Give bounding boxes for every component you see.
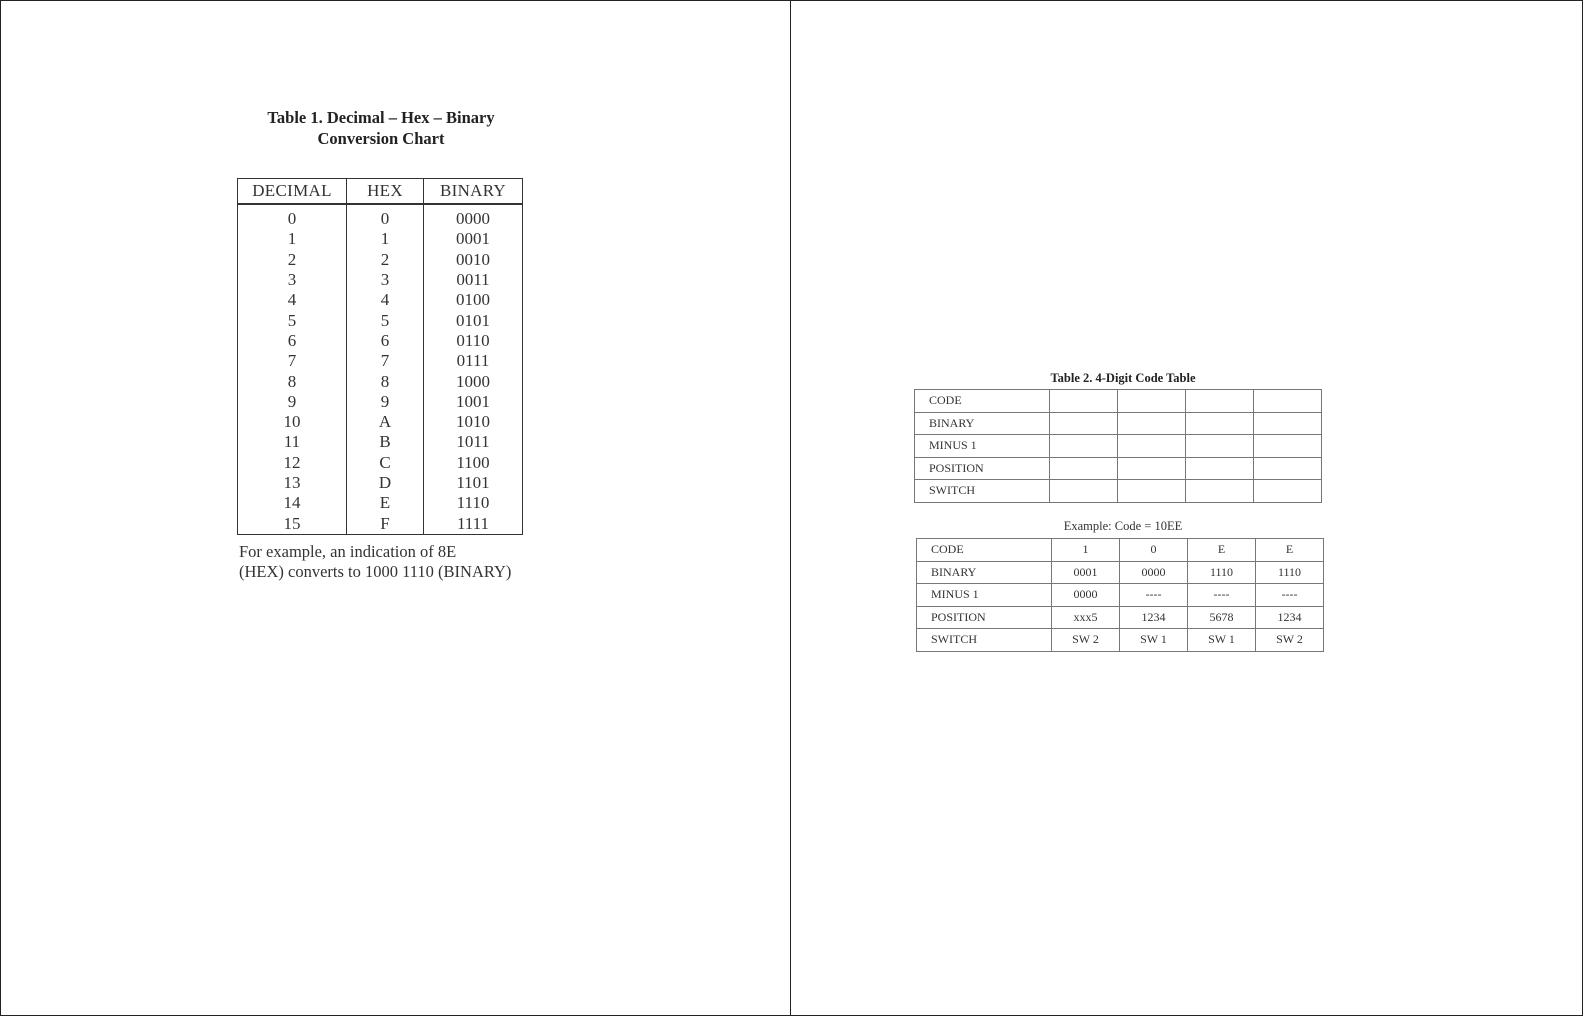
decimal-cell: 4 — [238, 290, 347, 310]
row-label: BINARY — [917, 561, 1052, 584]
left-page — [0, 0, 791, 1016]
hex-cell: 8 — [347, 371, 424, 391]
hex-cell: 4 — [347, 290, 424, 310]
decimal-cell: 5 — [238, 310, 347, 330]
row-label: POSITION — [915, 457, 1050, 480]
hex-cell: 5 — [347, 310, 424, 330]
table-row — [238, 513, 523, 534]
hex-cell: 9 — [347, 392, 424, 412]
hex-cell: D — [347, 473, 424, 493]
hex-cell: B — [347, 432, 424, 452]
hex-cell: F — [347, 513, 424, 534]
value-cell: ---- — [1256, 584, 1324, 607]
value-cell: SW 1 — [1188, 629, 1256, 652]
hex-cell: 6 — [347, 331, 424, 351]
table-row — [915, 390, 1322, 413]
value-cell: SW 2 — [1052, 629, 1120, 652]
blank-cell — [1118, 480, 1186, 503]
table1-title — [235, 107, 527, 149]
table-row — [238, 412, 523, 432]
blank-cell — [1254, 412, 1322, 435]
decimal-cell: 3 — [238, 270, 347, 290]
conversion-table-body — [238, 204, 523, 534]
value-cell: 1110 — [1256, 561, 1324, 584]
row-label: CODE — [917, 539, 1052, 562]
table-header-row — [238, 179, 523, 205]
blank-cell — [1254, 435, 1322, 458]
decimal-cell: 6 — [238, 331, 347, 351]
value-cell: E — [1256, 539, 1324, 562]
table-row — [238, 331, 523, 351]
value-cell: 1 — [1052, 539, 1120, 562]
value-cell: ---- — [1188, 584, 1256, 607]
example-caption: Example: Code = 10EE — [1063, 519, 1183, 533]
blank-cell — [1186, 435, 1254, 458]
value-cell: 1234 — [1256, 606, 1324, 629]
table-row — [238, 473, 523, 493]
value-cell: SW 2 — [1256, 629, 1324, 652]
binary-cell: 1110 — [424, 493, 523, 513]
value-cell: 1110 — [1188, 561, 1256, 584]
table1-example-note — [239, 542, 559, 582]
value-cell: 0 — [1120, 539, 1188, 562]
value-cell: 0001 — [1052, 561, 1120, 584]
binary-cell: 1101 — [424, 473, 523, 493]
table-row — [917, 584, 1324, 607]
table-row — [917, 561, 1324, 584]
hex-cell: 2 — [347, 250, 424, 270]
table-row — [238, 229, 523, 249]
binary-cell: 0101 — [424, 310, 523, 330]
binary-cell: 1011 — [424, 432, 523, 452]
blank-cell — [1050, 435, 1118, 458]
row-label: MINUS 1 — [917, 584, 1052, 607]
table-row — [917, 629, 1324, 652]
value-cell: 1234 — [1120, 606, 1188, 629]
table-row — [238, 432, 523, 452]
value-cell: 0000 — [1120, 561, 1188, 584]
value-cell: 5678 — [1188, 606, 1256, 629]
note-line1: For example, an indication of 8E — [239, 542, 457, 561]
value-cell: xxx5 — [1052, 606, 1120, 629]
row-label: SWITCH — [915, 480, 1050, 503]
binary-cell: 1001 — [424, 392, 523, 412]
blank-cell — [1118, 412, 1186, 435]
table-row — [238, 204, 523, 229]
binary-cell: 1111 — [424, 513, 523, 534]
value-cell: SW 1 — [1120, 629, 1188, 652]
binary-cell: 0111 — [424, 351, 523, 371]
decimal-cell: 8 — [238, 371, 347, 391]
table1-title-line1: Table 1. Decimal – Hex – Binary — [267, 108, 495, 127]
blank-cell — [1050, 412, 1118, 435]
table-row — [915, 435, 1322, 458]
right-page — [790, 0, 1583, 1016]
header-decimal: DECIMAL — [238, 179, 347, 205]
table2-title: Table 2. 4-Digit Code Table — [1050, 371, 1196, 385]
table-row — [238, 493, 523, 513]
decimal-cell: 14 — [238, 493, 347, 513]
blank-cell — [1254, 390, 1322, 413]
blank-cell — [1118, 457, 1186, 480]
binary-cell: 0000 — [424, 204, 523, 229]
hex-cell: A — [347, 412, 424, 432]
table1-title-line2: Conversion Chart — [317, 129, 445, 148]
value-cell: ---- — [1120, 584, 1188, 607]
hex-cell: C — [347, 453, 424, 473]
table-row — [917, 539, 1324, 562]
blank-cell — [1118, 435, 1186, 458]
blank-cell — [1050, 390, 1118, 413]
hex-cell: 0 — [347, 204, 424, 229]
table-row — [915, 412, 1322, 435]
binary-cell: 0100 — [424, 290, 523, 310]
table-row — [238, 270, 523, 290]
decimal-cell: 11 — [238, 432, 347, 452]
decimal-cell: 1 — [238, 229, 347, 249]
table-row — [238, 310, 523, 330]
hex-cell: E — [347, 493, 424, 513]
table-row — [238, 351, 523, 371]
table-row — [915, 480, 1322, 503]
header-binary: BINARY — [424, 179, 523, 205]
note-line2: (HEX) converts to 1000 1110 (BINARY) — [239, 562, 512, 581]
value-cell: E — [1188, 539, 1256, 562]
row-label: POSITION — [917, 606, 1052, 629]
conversion-table — [237, 178, 523, 535]
binary-cell: 0011 — [424, 270, 523, 290]
table-row — [917, 606, 1324, 629]
hex-cell: 3 — [347, 270, 424, 290]
row-label: SWITCH — [917, 629, 1052, 652]
hex-cell: 7 — [347, 351, 424, 371]
binary-cell: 0010 — [424, 250, 523, 270]
decimal-cell: 2 — [238, 250, 347, 270]
blank-cell — [1186, 412, 1254, 435]
blank-cell — [1254, 480, 1322, 503]
example-code-table — [916, 538, 1324, 652]
header-hex: HEX — [347, 179, 424, 205]
table-row — [238, 371, 523, 391]
value-cell: 0000 — [1052, 584, 1120, 607]
blank-cell — [1186, 457, 1254, 480]
binary-cell: 1010 — [424, 412, 523, 432]
table-row — [238, 290, 523, 310]
decimal-cell: 7 — [238, 351, 347, 371]
decimal-cell: 12 — [238, 453, 347, 473]
table-row — [915, 457, 1322, 480]
decimal-cell: 15 — [238, 513, 347, 534]
hex-cell: 1 — [347, 229, 424, 249]
binary-cell: 1100 — [424, 453, 523, 473]
table-row — [238, 392, 523, 412]
table-row — [238, 250, 523, 270]
decimal-cell: 9 — [238, 392, 347, 412]
blank-cell — [1186, 480, 1254, 503]
row-label: MINUS 1 — [915, 435, 1050, 458]
blank-cell — [1118, 390, 1186, 413]
binary-cell: 1000 — [424, 371, 523, 391]
blank-cell — [1050, 457, 1118, 480]
row-label: BINARY — [915, 412, 1050, 435]
blank-cell — [1050, 480, 1118, 503]
row-label: CODE — [915, 390, 1050, 413]
blank-code-table — [914, 389, 1322, 503]
decimal-cell: 10 — [238, 412, 347, 432]
table-row — [238, 453, 523, 473]
binary-cell: 0110 — [424, 331, 523, 351]
binary-cell: 0001 — [424, 229, 523, 249]
decimal-cell: 13 — [238, 473, 347, 493]
blank-cell — [1254, 457, 1322, 480]
blank-cell — [1186, 390, 1254, 413]
decimal-cell: 0 — [238, 204, 347, 229]
